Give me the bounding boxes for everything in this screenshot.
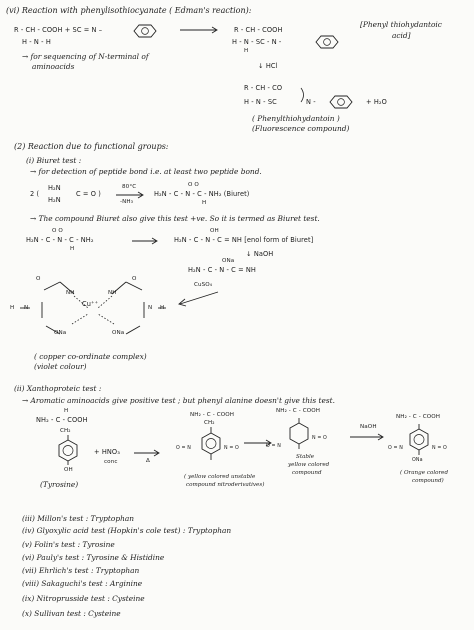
test-folin: (v) Folin's test : Tyrosine — [22, 540, 115, 549]
copper-ion: Cu⁺⁺ — [82, 300, 99, 308]
tyrosine-top: NH₂ - C - COOH — [36, 416, 88, 424]
nitro-ring-icon — [198, 427, 224, 465]
complex-o-right: O — [132, 276, 137, 282]
benzene-ring-icon — [130, 24, 160, 38]
enol-oxygens: O O — [52, 228, 63, 234]
complex-nh-left: NH — [66, 290, 75, 296]
biuret-note-2: → The compound Biuret also give this test +ve. So it is termed as Biuret test. — [30, 214, 320, 223]
test-pauly: (vi) Pauly's test : Tyrosine & Histidine — [22, 553, 165, 562]
edman-product-line2: H - N - SC - N - — [232, 38, 282, 46]
enol-sodium-salt: H₂N - C - N - C = NH — [188, 266, 256, 274]
minus-ammonia: -NH₃ — [120, 199, 134, 205]
tyrosine-ring-icon — [56, 435, 80, 469]
orange-nitro-left: O = N — [388, 446, 403, 451]
heat-label: Δ — [146, 458, 150, 464]
tyrosine-h: H — [64, 408, 69, 414]
orange-ring-icon — [406, 424, 432, 460]
reaction-arrow-icon — [180, 26, 220, 34]
test-millon: (iii) Millon's test : Tryptophan — [22, 514, 134, 523]
complex-h-left: H — [10, 305, 15, 311]
orange-nitro-right: N = O — [432, 446, 447, 451]
benzene-ring-icon — [326, 95, 356, 109]
hcl-reagent: ↓ HCl — [258, 62, 278, 70]
benzene-ring-icon — [312, 35, 342, 49]
stable-compound-label: compound — [292, 470, 322, 476]
stable-product-top: NH₂ - C - COOH — [276, 408, 321, 414]
urea-n1: H₂N — [48, 184, 61, 192]
conc-label: conc — [104, 459, 118, 465]
test-ehrlich: (vii) Ehrlich's test : Tryptophan — [22, 566, 140, 575]
orange-ona: ONa — [412, 458, 423, 463]
complex-ona-left: ONa — [54, 330, 67, 336]
biuret-oxygens: O O — [188, 182, 199, 188]
test-sakaguchi: (viii) Sakaguchi's test : Arginine — [22, 579, 143, 588]
pth-line1: R - CH - CO — [244, 84, 283, 92]
orange-label: ( Orange colored — [400, 470, 449, 476]
complex-ona-right: ONa — [112, 330, 125, 336]
urea-n2: H₂N — [48, 196, 61, 204]
tyrosine-ch2: CH₂ — [60, 428, 71, 434]
complex-o-left: O — [36, 276, 41, 282]
fluorescence-label: (Fluorescence compound) — [252, 124, 350, 133]
nitro-product-ch2: CH₂ — [204, 420, 215, 426]
stable-yellow-label: yellow colored — [288, 462, 330, 468]
nitro-group-left: O = N — [176, 446, 191, 451]
violet-colour-label: (violet colour) — [34, 362, 87, 371]
complex-label: ( copper co-ordinate complex) — [34, 352, 147, 361]
stable-nitro-right: N = O — [312, 436, 327, 441]
biuret-h: H — [202, 200, 207, 206]
nitroderivatives-label: compound nitroderivatives) — [186, 482, 265, 488]
biuret-test-title: (i) Biuret test : — [26, 156, 82, 165]
reaction-arrow-icon — [132, 238, 160, 246]
stable-nitro-left: O = N — [266, 444, 281, 449]
nitro-product-top: NH₂ - C - COOH — [190, 412, 235, 418]
complex-nh-right: NH — [108, 290, 117, 296]
biuret-product: H₂N - C - N - C - NH₂ (Biuret) — [154, 190, 250, 198]
reaction-arrow-icon — [134, 450, 162, 458]
orange-compound-label: compound) — [412, 478, 444, 484]
tyrosine-label: (Tyrosine) — [40, 480, 79, 489]
test-glyoxylic: (iv) Glyoxylic acid test (Hopkin's cole test) : Tryptophan — [22, 526, 232, 535]
test-nitroprusside: (ix) Nitroprusside test : Cysteine — [22, 594, 145, 603]
urea-coeff: 2 ( — [30, 190, 40, 198]
pth-line2: H - N - SC — [244, 98, 277, 106]
xanthoproteic-note: → Aromatic aminoacids give positive test ; but phenyl alanine doesn't give this test. — [22, 396, 335, 405]
pth-name: ( Phenylthiohydantoin ) — [252, 114, 340, 123]
stable-ring-icon — [286, 418, 312, 452]
enol-ona: ONa — [222, 258, 235, 264]
complex-n-left: N — [24, 305, 29, 311]
edman-note-2: aminoacids — [32, 62, 75, 71]
orange-product-top: NH₂ - C - COOH — [396, 414, 441, 420]
reaction-arrow-icon — [176, 290, 222, 308]
edman-note: → for sequencing of N-terminal of — [22, 52, 149, 61]
edman-product-line1: R - CH - COOH — [234, 26, 283, 34]
enol-oh: OH — [210, 228, 219, 234]
biuret-keto-h: H — [70, 246, 75, 252]
nitro-group-right: N = O — [224, 446, 239, 451]
cuso4-reagent: CuSO₄ — [194, 282, 213, 288]
thiohydantoic-label: [Phenyl thiohydantoic — [360, 20, 442, 29]
edman-section-title: (vi) Reaction with phenylisothiocyanate ( Edman's reaction): — [6, 6, 252, 15]
ring-bond — [300, 86, 308, 104]
complex-n-right: N — [148, 305, 153, 311]
tyrosine-oh: OH — [64, 467, 73, 473]
naoh-reagent-2: NaOH — [360, 424, 377, 430]
enol-form: H₂N - C - N - C = NH [enol form of Biuret] — [174, 236, 314, 244]
nitric-acid: + HNO₃ — [94, 448, 120, 456]
edman-product-h: H — [244, 48, 249, 54]
xanthoproteic-title: (ii) Xanthoproteic test : — [14, 384, 102, 393]
biuret-note: → for detection of peptide bond i.e. at least two peptide bond. — [30, 167, 262, 176]
water-product: + H₂O — [366, 98, 387, 106]
edman-reactant: R - CH - COOH + SC = N – — [14, 26, 103, 34]
biuret-temp: 80°C — [122, 184, 137, 190]
unstable-label: ( yellow colored unstable — [184, 474, 256, 480]
stable-label: Stable — [296, 454, 315, 460]
pth-line3: N - — [306, 98, 316, 106]
test-sullivan: (x) Sullivan test : Cysteine — [22, 609, 121, 618]
edman-amino-group: H - N - H — [22, 38, 51, 46]
functional-groups-title: (2) Reaction due to functional groups: — [14, 142, 169, 151]
biuret-keto: H₂N - C - N - C - NH₂ — [26, 236, 94, 244]
thiohydantoic-label-2: acid] — [392, 31, 411, 40]
urea-carbonyl: C = O ) — [76, 190, 101, 198]
complex-h-right: H — [160, 305, 165, 311]
copper-complex-diagram — [12, 272, 172, 350]
naoh-reagent: ↓ NaOH — [246, 250, 274, 258]
reaction-arrow-icon — [350, 434, 386, 442]
